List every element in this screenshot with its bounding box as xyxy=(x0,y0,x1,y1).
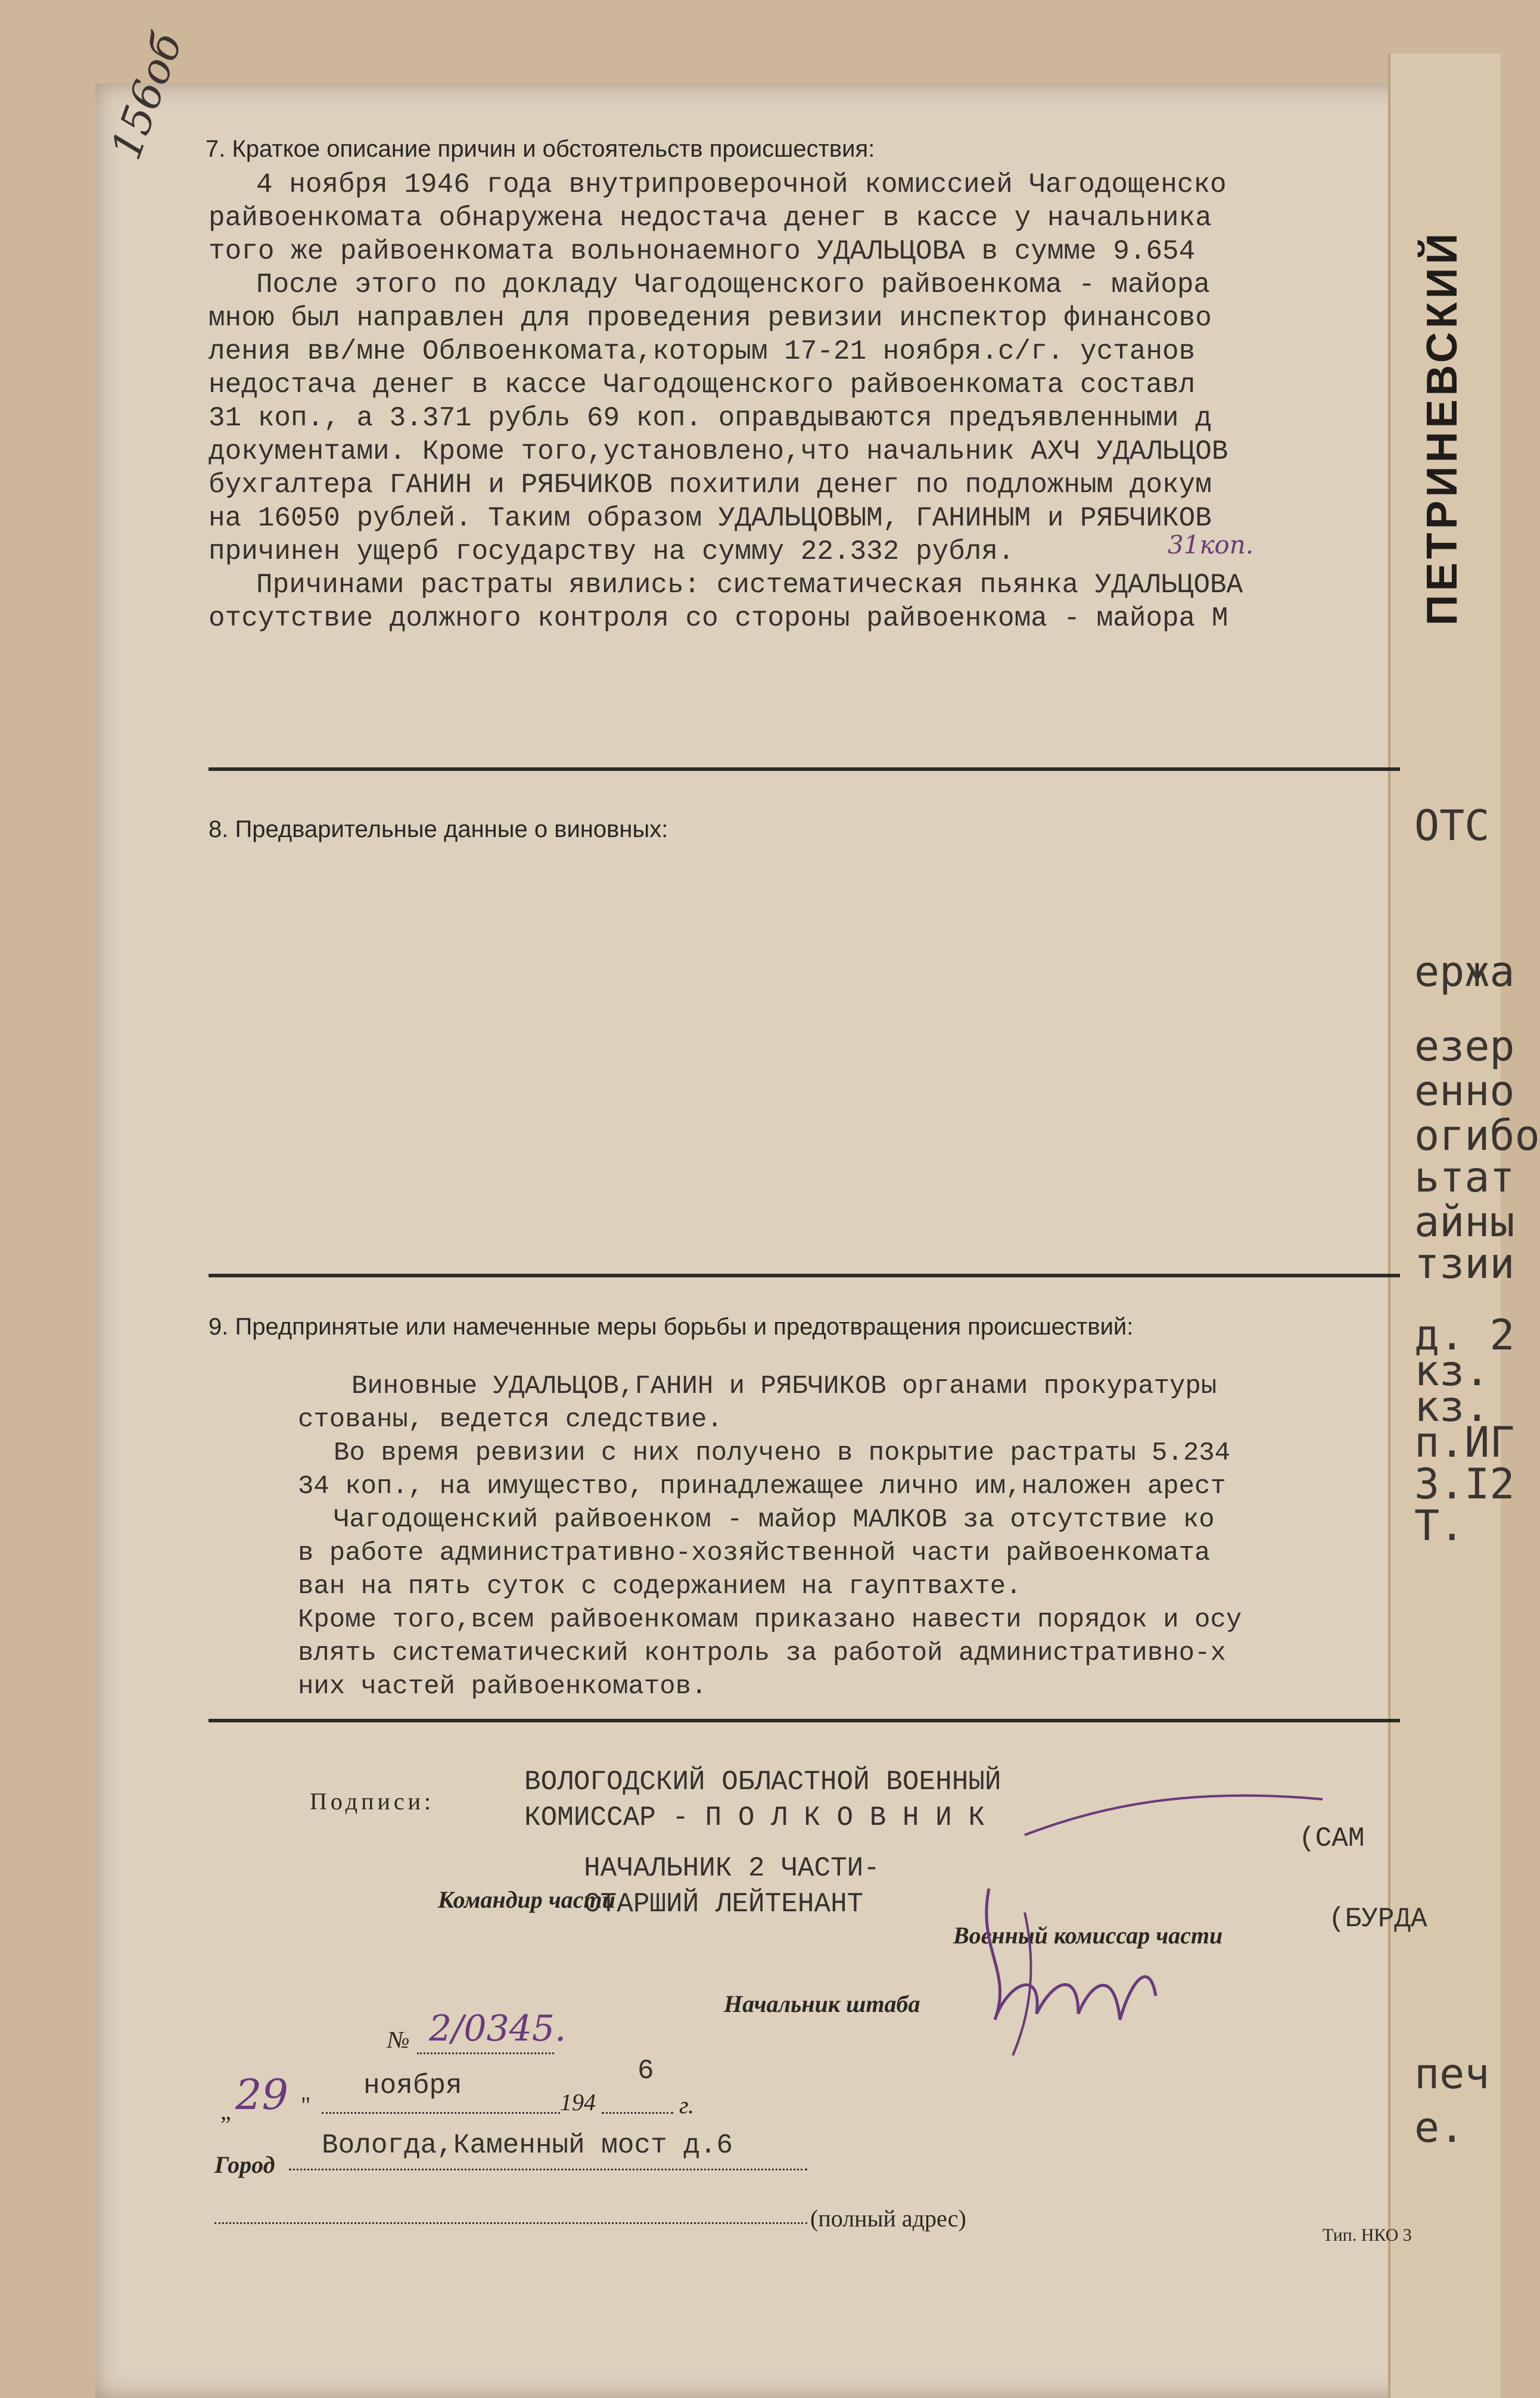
signatory-title: СТАРШИЙ ЛЕЙТЕНАНТ xyxy=(584,1889,864,1920)
text-line: Виновные УДАЛЬЦОВ,ГАНИН и РЯБЧИКОВ органами прокуратуры xyxy=(351,1371,1217,1401)
quote-close: " xyxy=(301,2092,311,2119)
city-label: Город xyxy=(214,2151,275,2178)
date-month: ноября xyxy=(363,2070,462,2101)
text-line: бухгалтера ГАНИН и РЯБЧИКОВ похитили денег по подложным докум xyxy=(209,469,1212,500)
text-line: После этого по докладу Чагодощенского райвоенкома - майора xyxy=(256,269,1211,300)
year-suffix: г. xyxy=(679,2092,695,2119)
strip-fragment: д. 2 xyxy=(1414,1311,1515,1360)
document-number: 2/0345. xyxy=(429,2008,567,2049)
quote-open: „ xyxy=(220,2098,231,2125)
text-line: Чагодощенский райвоенком - майор МАЛКОВ за отсутствие ко xyxy=(334,1505,1215,1535)
dotted-line xyxy=(322,2112,560,2114)
strip-fragment: печ xyxy=(1414,2049,1490,2098)
dotted-line xyxy=(289,2169,807,2170)
dotted-line xyxy=(602,2112,673,2114)
strip-fragment: Т. xyxy=(1414,1501,1465,1550)
dotted-line xyxy=(417,2052,554,2054)
signatory-name: (САМ xyxy=(1299,1823,1365,1854)
section-7-heading: 7. Краткое описание причин и обстоятельств происшествия: xyxy=(206,136,875,162)
text-line: них частей райвоенкоматов. xyxy=(298,1672,707,1702)
text-line: ления вв/мне Облвоенкомата,которым 17-21 ноября.с/г. установ xyxy=(209,336,1196,367)
strip-fragment: 3.I2 xyxy=(1414,1460,1515,1509)
text-line: стованы, ведется следствие. xyxy=(298,1405,723,1435)
text-line: 34 коп., на имущество, принадлежащее лично им,наложен арест xyxy=(298,1472,1226,1501)
section-9-heading: 9. Предпринятые или намеченные меры борьбы и предотвращения происшествий: xyxy=(209,1314,1134,1340)
divider xyxy=(209,1274,1400,1277)
handwritten-kop: 31коп. xyxy=(1168,530,1254,559)
year-prefix: 194 xyxy=(560,2089,596,2116)
signatory-title: КОМИССАР - П О Л К О В Н И К xyxy=(524,1802,985,1833)
text-line: ван на пять суток с содержанием на гауптвахте. xyxy=(298,1572,1022,1601)
text-line: 4 ноября 1946 года внутрипроверочной комиссией Чагодощенско xyxy=(256,169,1227,200)
strip-fragment: ьтат xyxy=(1414,1153,1515,1202)
strip-fragment: огибо xyxy=(1414,1111,1540,1160)
text-line: отсутствие должного контроля со стороны райвоенкома - майора М xyxy=(209,603,1228,634)
section-9-body xyxy=(298,1370,1388,1704)
chief-of-staff-label: Начальник штаба xyxy=(724,1990,920,2017)
signature-mark xyxy=(1013,1781,1346,1865)
strip-fragment: кз. xyxy=(1414,1346,1490,1395)
number-prefix: № xyxy=(387,2026,410,2053)
strip-fragment: айны xyxy=(1414,1198,1515,1246)
vertical-stamp: ПЕТРИНЕВСКИЙ xyxy=(1418,229,1466,626)
section-7-body xyxy=(209,168,1376,635)
text-line: причинен ущерб государству на сумму 22.332 рубля. xyxy=(209,536,1015,567)
strip-fragment: ержа xyxy=(1414,947,1515,996)
text-line: Причинами растраты явились: систематическая пьянка УДАЛЬЦОВА xyxy=(256,570,1243,601)
signature-mark xyxy=(941,1877,1191,2067)
signatory-name: (БУРДА xyxy=(1329,1904,1427,1934)
commissar-label: Военный комиссар части xyxy=(953,1922,1223,1949)
text-line: на 16050 рублей. Таким образом УДАЛЬЦОВЫМ, ГАНИНЫМ и РЯБЧИКОВ xyxy=(209,503,1212,534)
text-line: Во время ревизии с них получено в покрытие растраты 5.234 xyxy=(334,1438,1231,1468)
printer-mark: Тип. НКО 3 xyxy=(1323,2225,1412,2245)
divider xyxy=(209,1719,1400,1722)
text-line: в работе административно-хозяйственной части райвоенкомата xyxy=(298,1538,1211,1568)
strip-fragment: п.ИГ xyxy=(1414,1418,1515,1467)
strip-fragment: е. xyxy=(1414,2103,1465,2152)
text-line: райвоенкомата обнаружена недостача денег в кассе у начальника xyxy=(209,203,1212,234)
signatory-title: ВОЛОГОДСКИЙ ОБЛАСТНОЙ ВОЕННЫЙ xyxy=(524,1766,1001,1797)
text-line: недостача денег в кассе Чагодощенского райвоенкомата составл xyxy=(209,369,1196,400)
divider xyxy=(209,767,1400,771)
commander-label: Командир части xyxy=(438,1886,615,1913)
year-digit: 6 xyxy=(637,2055,654,2086)
strip-fragment: кз. xyxy=(1414,1382,1490,1431)
section-8-heading: 8. Предварительные данные о виновных: xyxy=(209,816,668,842)
text-line: 31 коп., а 3.371 рубль 69 коп. оправдываются предъявленными д xyxy=(209,403,1212,434)
signatures-label: Подписи: xyxy=(310,1788,435,1815)
text-line: документами. Кроме того,установлено,что начальник АХЧ УДАЛЬЦОВ xyxy=(209,436,1228,467)
margin-note: 156об xyxy=(101,26,192,166)
text-line: влять систематический контроль за работой административно-х xyxy=(298,1638,1226,1668)
text-line: мною был направлен для проведения ревизии инспектор финансово xyxy=(209,303,1212,334)
strip-fragment: енно xyxy=(1414,1066,1515,1115)
dotted-line xyxy=(214,2222,807,2224)
text-line: того же райвоенкомата вольнонаемного УДАЛЬЦОВА в сумме 9.654 xyxy=(209,236,1196,267)
date-day: 29 xyxy=(235,2070,289,2119)
address: Вологда,Каменный мост д.6 xyxy=(322,2130,733,2161)
strip-fragment: тзии xyxy=(1414,1239,1515,1288)
text-line: Кроме того,всем райвоенкомам приказано навести порядок и осу xyxy=(298,1605,1242,1635)
address-note: (полный адрес) xyxy=(810,2205,966,2232)
strip-fragment: езер xyxy=(1414,1022,1515,1071)
strip-fragment: ОТС xyxy=(1414,801,1490,850)
signatory-title: НАЧАЛЬНИК 2 ЧАСТИ- xyxy=(584,1853,880,1884)
